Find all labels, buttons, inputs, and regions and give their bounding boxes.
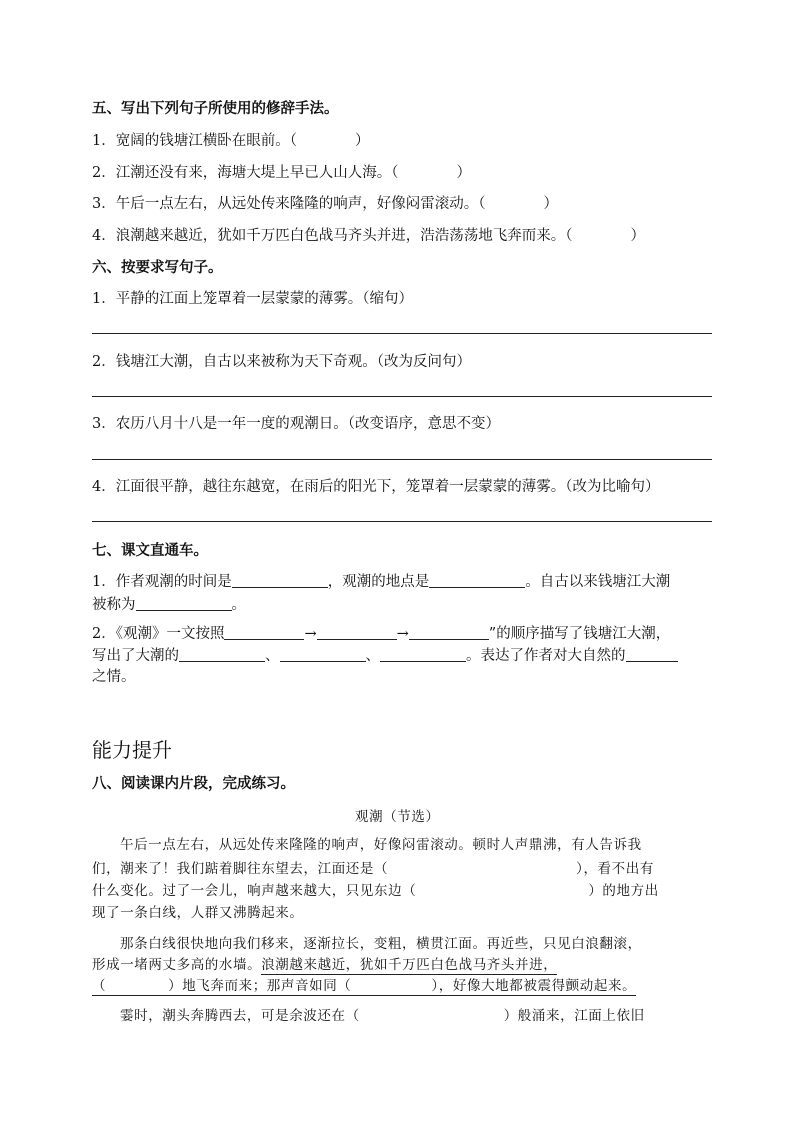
- section-8-title: 八、阅读课内片段，完成练习。: [92, 776, 295, 792]
- s7-q1-text-e: 。: [231, 597, 246, 613]
- blank-feeling[interactable]: [626, 647, 678, 662]
- s7-q2-text-d: 。表达了作者对大自然的: [466, 648, 626, 664]
- section-7-title: 七、课文直通车。: [92, 543, 208, 559]
- s7-q1-line1: [92, 570, 670, 591]
- p1-line3-a: 什么变化。过了一会儿，响声越来越大，只见东边（: [92, 883, 417, 899]
- s6-item-3: 3．农历八月十八是一年一度的观潮日。（改变语序，意思不变）: [92, 416, 500, 432]
- p2-line3-b: ）地飞奔而来；那声音如同（: [168, 978, 352, 994]
- p1-line2-b: ），看不出有: [576, 861, 654, 877]
- p2-line2-a: 形成一堵两丈多高的水墙。: [92, 957, 262, 973]
- p2-line3: [92, 974, 636, 996]
- s6-item-4: 4．江面很平静，越往东越宽，在雨后的阳光下，笼罩着一层蒙蒙的薄雾。（改为比喻句）: [92, 479, 660, 495]
- p3-line1: [120, 1004, 645, 1024]
- sep-2: 、: [365, 648, 380, 664]
- blank-order-3[interactable]: [409, 625, 489, 640]
- s6-item-1: 1．平静的江面上笼罩着一层蒙蒙的薄雾。（缩句）: [92, 291, 413, 307]
- p1-line3-b: ）的地方出: [588, 883, 659, 899]
- arrow-2: →: [396, 626, 409, 642]
- p2-line3-open: （: [92, 978, 107, 994]
- s7-q2-line2: [92, 644, 678, 665]
- s5-item-1: 1．宽阔的钱塘江横卧在眼前。（ ）: [92, 133, 370, 149]
- section-6-title: 六、按要求写句子。: [92, 260, 223, 276]
- blank-order-1[interactable]: [224, 625, 304, 640]
- blank-time[interactable]: [232, 573, 328, 588]
- s5-item-3: 3．午后一点左右，从远处传来隆隆的响声，好像闷雷滚动。（ ）: [92, 196, 558, 212]
- p2-line2: [92, 953, 557, 973]
- blank-called[interactable]: [136, 596, 232, 611]
- s5-item-2: 2．江潮还没有来，海塘大堤上早已人山人海。（ ）: [92, 165, 471, 181]
- s5-item-4: 4．浪潮越来越近，犹如千万匹白色战马齐头并进，浩浩荡荡地飞奔而来。（ ）: [92, 228, 645, 244]
- answer-line-1[interactable]: [92, 333, 712, 334]
- s7-q1-text-b: ，观潮的地点是: [327, 574, 430, 590]
- blank-place[interactable]: [429, 573, 525, 588]
- blank-feature-1[interactable]: [179, 647, 265, 662]
- p3-text-a: 霎时，潮头奔腾西去，可是余波还在（: [120, 1008, 360, 1024]
- s7-q2-text-b: ”的顺序描写了钱塘江大潮，: [488, 626, 671, 642]
- p2-line2-underlined: 浪潮越来越近，犹如千万匹白色战马齐头并进，: [261, 957, 558, 973]
- answer-line-2[interactable]: [92, 396, 712, 397]
- s7-q2-line1: [92, 622, 670, 643]
- answer-line-3[interactable]: [92, 459, 712, 460]
- s6-item-2: 2．钱塘江大潮，自古以来被称为天下奇观。（改为反问句）: [92, 354, 471, 370]
- ability-heading: 能力提升: [92, 738, 172, 762]
- sep-1: 、: [265, 648, 280, 664]
- p1-line4: 现了一条白线，人群又沸腾起来。: [92, 905, 304, 921]
- s7-q2-text-a: 2．《观潮》一文按照: [92, 626, 225, 642]
- arrow-1: →: [304, 626, 317, 642]
- p3-text-b: ）般涌来，江面上依旧: [503, 1008, 645, 1024]
- p1-line1: 午后一点左右，从远处传来隆隆的响声，好像闷雷滚动。顿时人声鼎沸，有人告诉我: [120, 837, 642, 853]
- answer-line-4[interactable]: [92, 521, 712, 522]
- blank-sound[interactable]: [351, 978, 431, 996]
- p2-line1: 那条白线很快地向我们移来，逐渐拉长，变粗，横贯江面。再近些，只见白浪翻滚，: [120, 936, 642, 952]
- p1-line3: [92, 879, 659, 899]
- p1-line2: [92, 857, 654, 877]
- p1-line2-a: 们，潮来了！我们踮着脚往东望去，江面还是（: [92, 861, 389, 877]
- p2-line3-c: ），好像大地都被震得颤动起来。: [431, 978, 637, 994]
- s7-q1-text-d: 被称为: [92, 597, 136, 613]
- s7-q2-line3: 之情。: [92, 669, 136, 685]
- s7-q1-text-c: 。自古以来钱塘江大潮: [525, 574, 671, 590]
- blank-feature-3[interactable]: [380, 647, 466, 662]
- s7-q2-text-c: 写出了大潮的: [92, 648, 179, 664]
- blank-order-2[interactable]: [317, 625, 397, 640]
- passage-title: 观潮（节选）: [355, 809, 440, 825]
- blank-feature-2[interactable]: [280, 647, 366, 662]
- s7-q1-line2: [92, 593, 246, 614]
- s7-q1-text-a: 1．作者观潮的时间是: [92, 574, 232, 590]
- section-5-title: 五、写出下列句子所使用的修辞手法。: [92, 101, 339, 117]
- blank-manner[interactable]: [106, 978, 168, 996]
